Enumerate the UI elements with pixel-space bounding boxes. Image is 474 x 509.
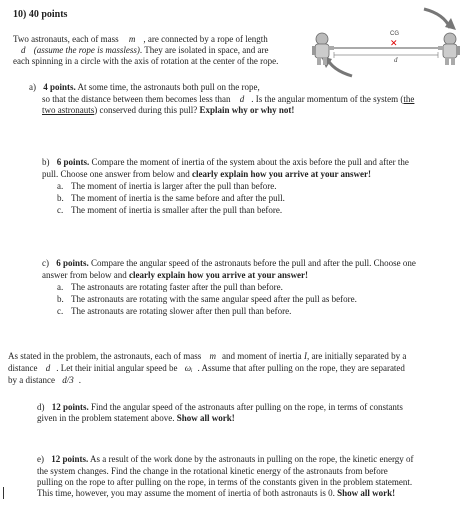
part-e-line-1 xyxy=(37,454,414,465)
option-text: The astronauts are rotating faster after the pull than before. xyxy=(71,282,283,292)
cg-label: CG xyxy=(390,31,399,37)
stated-text: . Assume that after pulling on the rope, they are separated xyxy=(197,363,405,373)
stated-text: distance xyxy=(8,363,38,373)
part-c-line-1 xyxy=(42,258,416,269)
part-d-instruction: Show all work! xyxy=(176,413,235,423)
part-c-option-a xyxy=(57,282,283,293)
omega-variable: ωᵢ xyxy=(184,363,193,373)
points-label: 6 points. xyxy=(56,157,90,167)
part-a-text: At some time, the astronauts both pull on the rope, xyxy=(77,82,260,92)
intro-italic: (assume the rope is massless) xyxy=(33,45,140,55)
option-marker: c. xyxy=(57,205,64,215)
part-a-text: . Is the angular momentum of the system ( xyxy=(251,94,404,104)
part-c-line-2 xyxy=(42,270,308,281)
mass-variable: m xyxy=(128,34,136,44)
part-e-text: As a result of the work done by the astronauts in pulling on the rope, the kinetic energy of xyxy=(90,454,414,464)
option-marker: c. xyxy=(57,306,64,316)
astronauts-diagram xyxy=(312,6,464,94)
part-a-text: so that the distance between them becomes less than xyxy=(42,94,231,104)
part-a-line-2 xyxy=(42,94,414,105)
length-variable: d xyxy=(21,45,26,55)
part-d-text: Find the angular speed of the astronauts after pulling on the rope, in terms of constants xyxy=(91,402,403,412)
part-e-text: This time, however, you may assume the moment of inertia of both astronauts is 0. xyxy=(37,488,335,498)
option-text: The moment of inertia is larger after the pull than before. xyxy=(71,181,277,191)
stated-text: As stated in the problem, the astronauts, each of mass xyxy=(8,351,202,361)
part-e-instruction: Show all work! xyxy=(337,488,396,498)
stated-text: and moment of inertia xyxy=(221,351,302,361)
option-text: The moment of inertia is the same before and after the pull. xyxy=(71,193,285,203)
intro-line-1 xyxy=(13,34,268,45)
mass-variable: m xyxy=(209,351,216,361)
rotation-arrow-top xyxy=(424,9,450,28)
part-e-text: the system changes. Find the change in the rotational kinetic energy of the astronauts from before xyxy=(37,466,388,476)
option-text: The moment of inertia is smaller after the pull than before. xyxy=(71,205,283,215)
part-label: a) xyxy=(29,82,36,92)
d-label: d xyxy=(394,56,398,64)
points-label: 12 points. xyxy=(51,402,89,412)
stated-text: , are initially separated by a xyxy=(306,351,407,361)
part-e-line-4 xyxy=(37,488,395,499)
points-label: 4 points. xyxy=(43,82,76,92)
intro-line-3 xyxy=(13,56,278,67)
intro-text: each spinning in a circle with the axis of rotation at the center of the rope. xyxy=(13,56,279,66)
points-label: 6 points. xyxy=(56,258,89,268)
d-variable: d xyxy=(45,363,51,373)
part-a-underlined: two astronauts xyxy=(42,105,95,115)
part-d-text: given in the problem statement above. xyxy=(37,413,175,423)
text-cursor xyxy=(3,487,4,499)
inertia-variable: I xyxy=(303,351,307,361)
part-a-instruction: Explain why or why not! xyxy=(199,105,295,115)
astronaut-right-icon xyxy=(438,33,460,65)
stated-text: . xyxy=(78,375,81,385)
part-b-line-2 xyxy=(42,169,371,180)
option-marker: b. xyxy=(57,294,64,304)
stated-line-3 xyxy=(8,375,81,386)
intro-line-2 xyxy=(21,45,268,56)
intro-text: . They are isolated in space, and are xyxy=(139,45,269,55)
part-c-text: answer from below and xyxy=(42,270,127,280)
d-variable: d xyxy=(239,94,245,104)
part-b-line-1 xyxy=(42,157,409,168)
part-label: b) xyxy=(42,157,50,167)
distance-variable: d/3 xyxy=(62,375,74,385)
part-e-text: pulling on the rope to after pulling on the rope, in terms of the constants given in the problem statement. xyxy=(37,477,413,487)
part-c-option-b xyxy=(57,294,357,305)
option-marker: a. xyxy=(57,282,64,292)
option-marker: a. xyxy=(57,181,64,191)
part-a-text: ) conserved during this pull? xyxy=(94,105,198,115)
question-title: 10) 40 points xyxy=(13,9,68,20)
part-b-text: pull. Choose one answer from below and xyxy=(42,169,190,179)
part-a-line-1 xyxy=(29,82,260,93)
part-d-line-1 xyxy=(37,402,403,413)
part-c-instruction: clearly explain how you arrive at your answer! xyxy=(128,270,309,280)
intro-text: , are connected by a rope of length xyxy=(143,34,268,44)
part-b-option-a xyxy=(57,181,277,192)
option-marker: b. xyxy=(57,193,64,203)
part-e-line-3 xyxy=(37,477,412,488)
part-e-line-2 xyxy=(37,466,388,477)
stated-text: by a distance xyxy=(8,375,55,385)
stated-line-1 xyxy=(8,351,406,362)
part-d-line-2 xyxy=(37,413,235,424)
stated-line-2 xyxy=(8,363,405,374)
part-c-text: Compare the angular speed of the astronauts before the pull and after the pull. Choose one xyxy=(91,258,416,268)
part-b-text: Compare the moment of inertia of the system about the axis before the pull and after the xyxy=(91,157,409,167)
points-label: 12 points. xyxy=(51,454,89,464)
part-c-option-c xyxy=(57,306,291,317)
part-a-underlined: the xyxy=(403,94,415,104)
part-a-line-3 xyxy=(42,105,294,116)
astronauts-figure xyxy=(312,6,464,94)
part-b-option-c xyxy=(57,205,282,216)
option-text: The astronauts are rotating slower after then pull than before. xyxy=(71,306,292,316)
cg-marker-icon: ✕ xyxy=(390,39,398,49)
part-label: e) xyxy=(37,454,44,464)
part-label: c) xyxy=(42,258,49,268)
stated-text: . Let their initial angular speed be xyxy=(56,363,178,373)
part-b-instruction: clearly explain how you arrive at your answer! xyxy=(191,169,372,179)
option-text: The astronauts are rotating with the same angular speed after the pull as before. xyxy=(71,294,357,304)
intro-text: Two astronauts, each of mass xyxy=(13,34,119,44)
part-label: d) xyxy=(37,402,45,412)
part-b-option-b xyxy=(57,193,285,204)
